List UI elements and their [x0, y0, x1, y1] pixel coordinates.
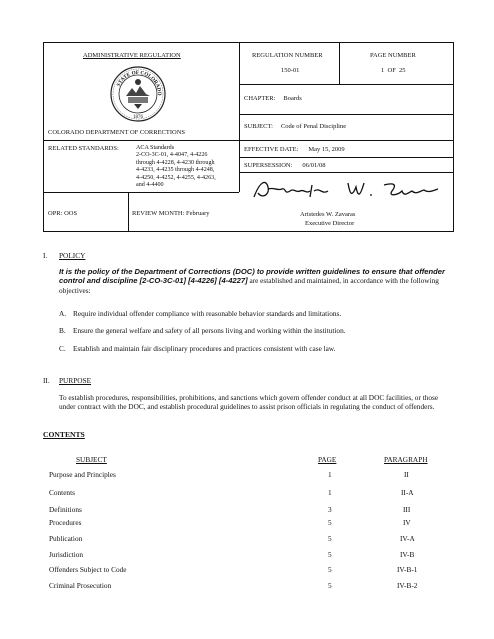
contents-col-page: PAGE [318, 455, 337, 464]
contents-paragraph: III [403, 505, 411, 514]
related-standards-line: 4-4250, 4-4252, 4-4255, 4-4263, [136, 174, 216, 181]
admin-regulation-title: ADMINISTRATIVE REGULATION [83, 52, 181, 59]
regulation-number: 150-01 [281, 67, 300, 74]
purpose-text: To establish procedures, responsibilities, prohibitions, and sanctions which govern offender conduct at all DOC facilities, or those under contract with the DOC, and establish procedural guidelines to assist prison officials in regulating the conduct of offenders. [59, 393, 439, 411]
contents-subject: Definitions [49, 505, 82, 514]
contents-page: 5 [328, 550, 332, 559]
header-divider [239, 114, 454, 115]
chapter-value: Boards [283, 95, 302, 102]
seal-year: 1876 [133, 115, 143, 120]
contents-paragraph: II-A [401, 488, 414, 497]
subject-label: SUBJECT: [244, 123, 273, 130]
header-divider [43, 192, 239, 193]
related-standards-line: through 4-4228, 4-4230 through [136, 159, 215, 166]
policy-number: I. [43, 251, 48, 260]
supersession-label: SUPERSESSION: [244, 162, 293, 169]
supersession-date: 06/01/08 [302, 162, 326, 169]
contents-paragraph: IV-B-2 [397, 581, 418, 590]
related-standards-line: 4-4233, 4-4235 through 4-4248, [136, 167, 215, 174]
contents-page: 5 [328, 534, 332, 543]
regulation-number-label: REGULATION NUMBER [252, 52, 323, 59]
effective-date-label: EFFECTIVE DATE: [244, 146, 299, 153]
contents-heading: CONTENTS [43, 430, 85, 439]
contents-page: 5 [328, 565, 332, 574]
contents-subject: Procedures [49, 518, 82, 527]
page-number-label: PAGE NUMBER [370, 52, 416, 59]
signature-image [252, 175, 447, 205]
review-month: REVIEW MONTH: February [132, 210, 210, 217]
contents-paragraph: IV [403, 518, 411, 527]
header-divider [239, 42, 240, 192]
purpose-heading: PURPOSE [59, 376, 92, 385]
policy-heading: POLICY [59, 251, 86, 260]
contents-subject: Publication [49, 534, 83, 543]
purpose-number: II. [43, 376, 50, 385]
contents-col-subject: SUBJECT [76, 455, 107, 464]
effective-date: May 15, 2009 [308, 146, 345, 153]
page-number: 1 OF 25 [381, 67, 406, 74]
objective-text: Ensure the general welfare and safety of all persons living and working within the institution. [73, 326, 346, 335]
header-divider [239, 172, 454, 173]
header-divider [339, 42, 340, 84]
objective-letter: B. [59, 326, 66, 335]
contents-subject: Offenders Subject to Code [49, 565, 127, 574]
related-standards-line: ACA Standards [136, 145, 175, 151]
related-standards-label: RELATED STANDARDS: [48, 145, 119, 152]
policy-rest-text: are established and maintained, in accordance with the following objectives: [59, 276, 439, 295]
contents-page: 5 [328, 518, 332, 527]
signer-name: Aristedes W. Zavaras [300, 211, 356, 218]
state-seal-icon [110, 66, 166, 122]
contents-paragraph: II [404, 470, 409, 479]
header-divider [239, 84, 454, 85]
contents-paragraph: IV-A [400, 534, 415, 543]
subject-value: Code of Penal Discipline [280, 123, 347, 130]
opr-label: OPR: OOS [48, 210, 78, 217]
contents-paragraph: IV-B-1 [397, 565, 418, 574]
objective-text: Establish and maintain fair disciplinary procedures and practices consistent with case law. [73, 344, 336, 353]
policy-bold-text: It is the policy of the Department of Corrections (DOC) to provide written guidelines to ensure that offender control and discipline [2-CO-3C-01] [4-4226] [4-4227] [59, 267, 445, 286]
contents-subject: Purpose and Principles [49, 470, 116, 479]
chapter-label: CHAPTER: [244, 95, 276, 102]
related-standards-line: and 4-4400 [136, 182, 164, 189]
contents-page: 1 [328, 470, 332, 479]
contents-subject: Contents [49, 488, 75, 497]
related-standards-line: 2-CO-3C-01, 4-4047, 4-4226 [136, 152, 208, 159]
objective-text: Require individual offender compliance with reasonable behavior standards and limitations. [73, 309, 342, 318]
header-divider [43, 140, 454, 141]
contents-page: 3 [328, 505, 332, 514]
contents-page: 5 [328, 581, 332, 590]
objective-letter: A. [59, 309, 67, 318]
seal-text: STATE OF COLORADO [115, 69, 163, 96]
contents-paragraph: IV-B [400, 550, 415, 559]
contents-subject: Jurisdiction [49, 550, 84, 559]
header-divider [239, 157, 454, 158]
contents-subject: Criminal Prosecution [49, 581, 112, 590]
contents-col-paragraph: PARAGRAPH [384, 455, 428, 464]
related-standards-list [136, 145, 236, 189]
signer-title: Executive Director [305, 220, 355, 227]
policy-statement [59, 267, 454, 295]
department-name: COLORADO DEPARTMENT OF CORRECTIONS [48, 129, 186, 136]
contents-page: 1 [328, 488, 332, 497]
header-divider [128, 192, 129, 232]
objective-letter: C. [59, 344, 66, 353]
